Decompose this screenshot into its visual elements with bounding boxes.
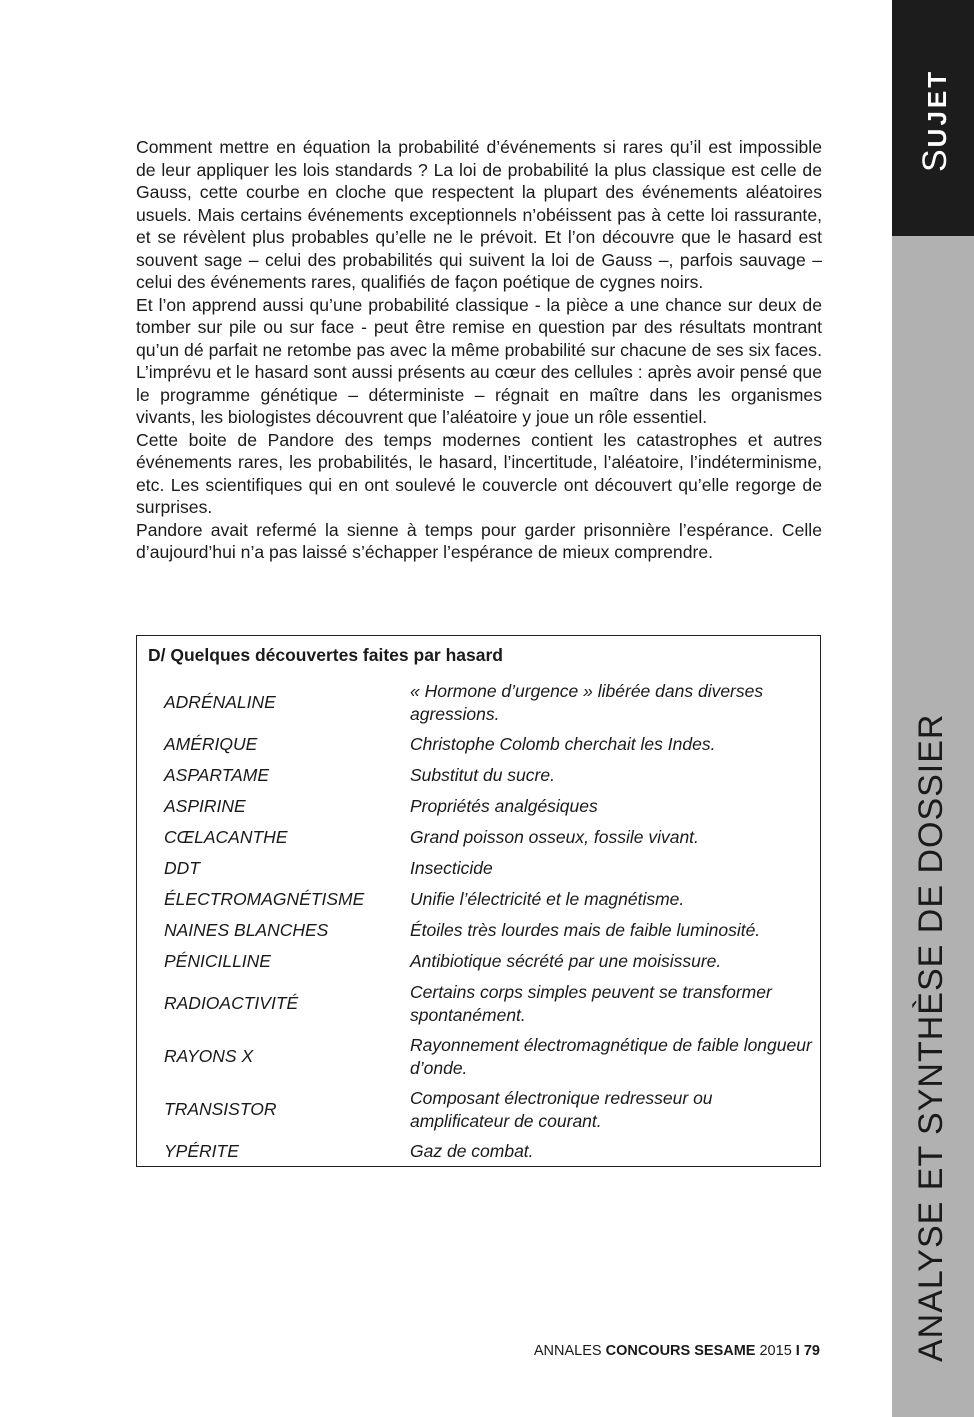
term-cell: ÉLECTROMAGNÉTISME bbox=[164, 889, 365, 910]
table-row bbox=[164, 1136, 814, 1167]
desc-cell: Grand poisson osseux, fossile vivant. bbox=[410, 827, 699, 848]
table-row bbox=[164, 884, 814, 915]
table-row bbox=[164, 977, 814, 1030]
term-cell: DDT bbox=[164, 858, 200, 879]
term-cell: TRANSISTOR bbox=[164, 1099, 277, 1120]
table-row bbox=[164, 946, 814, 977]
desc-cell: Propriétés analgésiques bbox=[410, 796, 598, 817]
table-row bbox=[164, 1083, 814, 1136]
table-row bbox=[164, 676, 814, 729]
term-cell: ASPIRINE bbox=[164, 796, 246, 817]
footer-prefix: ANNALES bbox=[533, 1343, 606, 1359]
sidebar-section-title: ANALYSE ET SYNTHÈSE DE DOSSIER bbox=[912, 713, 950, 1362]
discoveries-title: D/ Quelques découvertes faites par hasard bbox=[148, 645, 503, 665]
term-cell: ADRÉNALINE bbox=[164, 692, 276, 713]
page-number: 79 bbox=[799, 1343, 820, 1359]
paragraph: Cette boite de Pandore des temps modernes contient les catastrophes et autres événements rares, les probabilités, le hasard, l’incertitude, l’aléatoire, l’indéterminisme, etc. Les scientifiques qui en ont soulevé le couvercle ont découvert qu’elle regorge de surprises. bbox=[136, 429, 822, 517]
term-cell: AMÉRIQUE bbox=[164, 734, 258, 755]
table-row bbox=[164, 915, 814, 946]
term-cell: PÉNICILLINE bbox=[164, 951, 271, 972]
desc-cell: Rayonnement électromagnétique de faible longueur d’onde. bbox=[410, 1035, 812, 1078]
table-row bbox=[164, 853, 814, 884]
desc-cell: Unifie l’électricité et le magnétisme. bbox=[410, 889, 685, 910]
table-row bbox=[164, 791, 814, 822]
discoveries-table bbox=[164, 676, 814, 1167]
discoveries-box bbox=[136, 635, 821, 1167]
paragraph: Pandore avait refermé la sienne à temps pour garder prisonnière l’espérance. Celle d’aujourd’hui n’a pas laissé s’échapper l’espérance de mieux comprendre. bbox=[136, 519, 822, 562]
desc-cell: Christophe Colomb cherchait les Indes. bbox=[410, 734, 716, 755]
term-cell: ASPARTAME bbox=[164, 765, 270, 786]
page-footer bbox=[520, 1343, 820, 1359]
footer-year: 2015 bbox=[755, 1343, 796, 1359]
term-cell: YPÉRITE bbox=[164, 1141, 239, 1162]
desc-cell: « Hormone d’urgence » libérée dans diverses agressions. bbox=[410, 681, 764, 724]
desc-cell: Insecticide bbox=[410, 858, 493, 879]
footer-publication: CONCOURS SESAME bbox=[605, 1343, 756, 1359]
desc-cell: Gaz de combat. bbox=[410, 1141, 534, 1162]
paragraph: Comment mettre en équation la probabilité d’événements si rares qu’il est impossible de leur appliquer les lois standards ? La loi de probabilité la plus classique est celle de Gauss, cette courbe en cloche que respectent la plupart des événements aléatoires usuels. Mais certains événements exceptionnels n’obéissent pas à cette loi rassurante, et se révèlent plus probables qu’elle ne le prévoit. Et l’on découvre que le hasard est souvent sage – celui des probabilités qui suivent la loi de Gauss –, parfois sauvage – celui des événements rares, qualifiés de façon poétique de cygnes noirs. bbox=[136, 137, 822, 292]
footer-separator: I bbox=[795, 1343, 800, 1359]
desc-cell: Étoiles très lourdes mais de faible luminosité. bbox=[410, 920, 761, 941]
paragraph: Et l’on apprend aussi qu’une probabilité classique - la pièce a une chance sur deux de tomber sur pile ou sur face - peut être remise en question par des résultats montrant qu’un dé parfait ne retombe pas avec la même probabilité sur chacune de ses six faces. L’imprévu et le hasard sont aussi présents au cœur des cellules : après avoir pensé que le programme génétique – déterministe – régnait en maître dans les organismes vivants, les biologistes découvrent que l’aléatoire y joue un rôle essentiel. bbox=[136, 294, 822, 427]
desc-cell: Composant électronique redresseur ou amplificateur de courant. bbox=[410, 1088, 713, 1131]
desc-cell: Substitut du sucre. bbox=[410, 765, 555, 786]
table-row bbox=[164, 822, 814, 853]
sidebar-tag-sujet: SUJET bbox=[916, 68, 954, 172]
term-cell: CŒLACANTHE bbox=[164, 827, 288, 848]
term-cell: RAYONS X bbox=[164, 1046, 254, 1067]
desc-cell: Antibiotique sécrété par une moisissure. bbox=[410, 951, 722, 972]
table-row bbox=[164, 1030, 814, 1083]
table-row bbox=[164, 729, 814, 760]
table-row bbox=[164, 760, 814, 791]
term-cell: NAINES BLANCHES bbox=[164, 920, 329, 941]
body-text bbox=[136, 136, 822, 564]
term-cell: RADIOACTIVITÉ bbox=[164, 993, 299, 1014]
desc-cell: Certains corps simples peuvent se transformer spontanément. bbox=[410, 982, 772, 1025]
